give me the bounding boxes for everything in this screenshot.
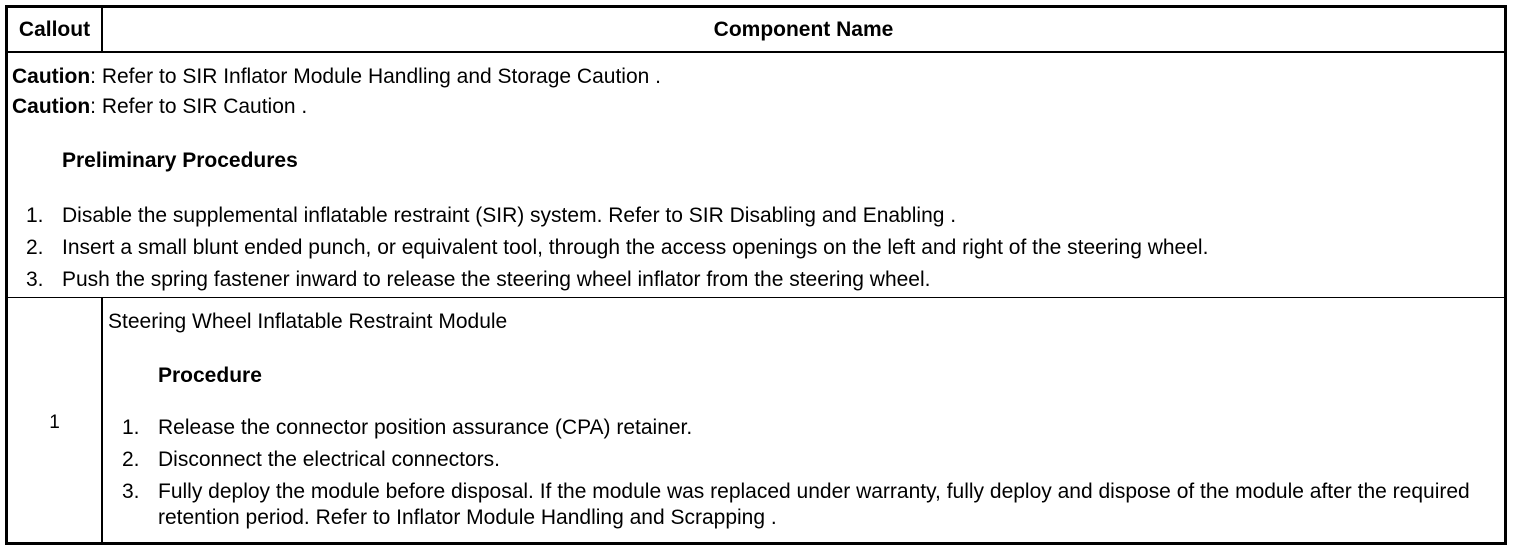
callout-header: Callout <box>8 8 103 51</box>
component-name: Steering Wheel Inflatable Restraint Module <box>108 310 508 333</box>
component-cell <box>108 307 1500 537</box>
component-name-header: Component Name <box>713 18 894 41</box>
step-text: Disable the supplemental inflatable restraint (SIR) system. Refer to SIR Disabling and Enabling . <box>62 204 957 227</box>
list-item <box>12 232 1500 264</box>
list-item <box>12 264 1500 296</box>
step-text: Disconnect the electrical connectors. <box>158 448 500 471</box>
list-item <box>108 415 1500 441</box>
table-row <box>8 298 1504 542</box>
step-text: Fully deploy the module before disposal. If the module was replaced under warranty, fully deploy and dispose of the module after the required retention period. Refer to Inflator Module Handling and Scrapping . <box>158 480 1470 529</box>
step-number: 2. <box>26 236 44 259</box>
caution-text: : Refer to SIR Inflator Module Handling and Storage Caution . <box>90 65 661 88</box>
table-header <box>8 8 1504 53</box>
procedure-steps <box>108 415 1500 531</box>
procedure-title: Procedure <box>158 364 262 387</box>
preliminary-procedures-title: Preliminary Procedures <box>62 149 298 172</box>
caution-label: Caution <box>12 65 91 88</box>
step-text: Release the connector position assurance (CPA) retainer. <box>158 416 693 439</box>
caution-line <box>12 62 1500 92</box>
step-number: 1. <box>122 416 140 439</box>
general-row <box>8 53 1504 298</box>
component-table <box>5 5 1507 545</box>
list-item <box>108 447 1500 473</box>
preliminary-steps <box>12 200 1500 296</box>
step-number: 2. <box>122 448 140 471</box>
callout-cell <box>8 298 103 542</box>
list-item <box>108 479 1500 531</box>
step-number: 1. <box>26 204 44 227</box>
list-item <box>12 200 1500 232</box>
caution-text: : Refer to SIR Caution . <box>90 95 308 118</box>
step-number: 3. <box>122 480 140 503</box>
step-number: 3. <box>26 268 44 291</box>
callout-number: 1 <box>49 412 60 433</box>
step-text: Insert a small blunt ended punch, or equivalent tool, through the access openings on the left and right of the steering wheel. <box>62 236 1209 259</box>
caution-line <box>12 92 1500 122</box>
step-text: Push the spring fastener inward to release the steering wheel inflator from the steering wheel. <box>62 268 931 291</box>
caution-label: Caution <box>12 95 91 118</box>
